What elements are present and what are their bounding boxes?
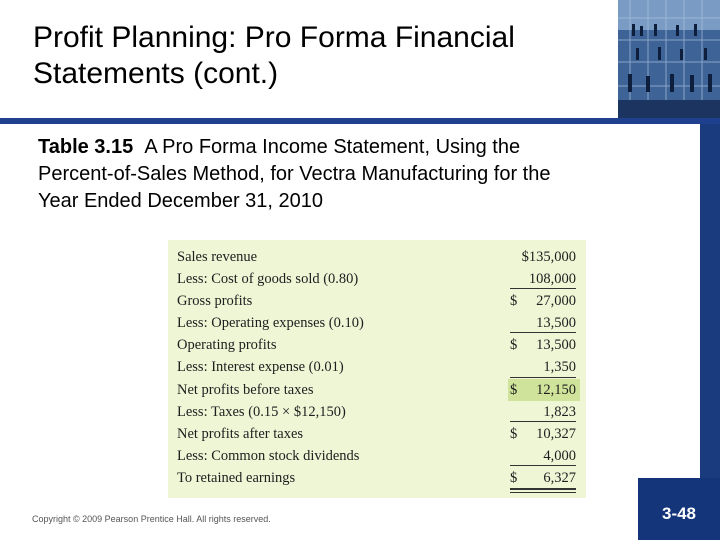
row-value xyxy=(510,337,576,353)
row-amount: 1,823 xyxy=(543,404,576,420)
table-row xyxy=(168,334,586,356)
header-photo xyxy=(618,0,720,118)
subtotal-rule xyxy=(510,377,576,378)
row-amount: 13,500 xyxy=(536,337,576,353)
subtotal-rule xyxy=(510,465,576,466)
header-divider xyxy=(0,118,720,124)
building-photo-image xyxy=(618,0,720,118)
row-label: To retained earnings xyxy=(177,470,296,486)
row-amount: 108,000 xyxy=(528,271,576,287)
caption-line3: Year Ended December 31, 2010 xyxy=(38,190,324,212)
row-currency: $ xyxy=(510,426,518,442)
row-value xyxy=(510,293,576,309)
caption-line1 xyxy=(38,134,678,161)
table-row xyxy=(168,379,586,401)
table-row xyxy=(168,290,586,312)
income-statement-table xyxy=(168,240,586,498)
table-row xyxy=(168,356,586,378)
table-caption xyxy=(38,134,678,215)
row-amount: 6,327 xyxy=(543,470,576,486)
table-number: Table 3.15 xyxy=(38,136,134,158)
row-amount: 4,000 xyxy=(543,448,576,464)
row-value xyxy=(510,271,576,287)
row-value xyxy=(510,315,576,331)
row-label: Sales revenue xyxy=(177,249,258,265)
row-label: Less: Common stock dividends xyxy=(177,448,360,464)
table-row xyxy=(168,246,586,268)
row-amount: 12,150 xyxy=(536,382,576,398)
row-value xyxy=(510,470,576,486)
page-number-badge xyxy=(638,478,720,540)
row-label: Operating profits xyxy=(177,337,277,353)
subtotal-rule xyxy=(510,421,576,422)
copyright-notice: Copyright © 2009 Pearson Prentice Hall. All rights reserved. xyxy=(32,514,271,524)
table-row xyxy=(168,467,586,489)
row-label: Less: Cost of goods sold (0.80) xyxy=(177,271,359,287)
row-value xyxy=(510,448,576,464)
table-row xyxy=(168,423,586,445)
total-double-rule xyxy=(510,488,576,493)
table-row xyxy=(168,268,586,290)
page-number: 3-48 xyxy=(661,504,697,523)
slide-title-line2: Statements (cont.) xyxy=(33,57,279,90)
row-value xyxy=(510,382,576,398)
slide-title-line1: Profit Planning: Pro Forma Financial xyxy=(33,21,515,54)
subtotal-rule xyxy=(510,332,576,333)
row-currency: $ xyxy=(510,337,518,353)
table-row xyxy=(168,445,586,467)
row-label: Less: Taxes (0.15 × $12,150) xyxy=(177,404,346,420)
row-value xyxy=(510,359,576,375)
table-row xyxy=(168,401,586,423)
row-amount: 13,500 xyxy=(536,315,576,331)
table-row xyxy=(168,312,586,334)
caption-line2: Percent-of-Sales Method, for Vectra Manufacturing for the xyxy=(38,163,551,185)
row-amount: 27,000 xyxy=(536,293,576,309)
row-value xyxy=(510,249,576,265)
row-amount: 10,327 xyxy=(536,426,576,442)
row-label: Net profits after taxes xyxy=(177,426,304,442)
slide-title xyxy=(33,20,515,92)
row-label: Less: Interest expense (0.01) xyxy=(177,359,344,375)
row-currency: $ xyxy=(510,293,518,309)
row-amount: 1,350 xyxy=(543,359,576,375)
row-label: Less: Operating expenses (0.10) xyxy=(177,315,364,331)
row-currency: $ xyxy=(510,382,518,398)
row-amount: $135,000 xyxy=(521,249,576,265)
title-bar xyxy=(0,0,618,118)
row-value xyxy=(510,404,576,420)
row-currency: $ xyxy=(510,470,518,486)
subtotal-rule xyxy=(510,288,576,289)
row-label: Net profits before taxes xyxy=(177,382,314,398)
row-label: Gross profits xyxy=(177,293,253,309)
caption-text: A Pro Forma Income Statement, Using the xyxy=(144,136,521,158)
row-value xyxy=(510,426,576,442)
